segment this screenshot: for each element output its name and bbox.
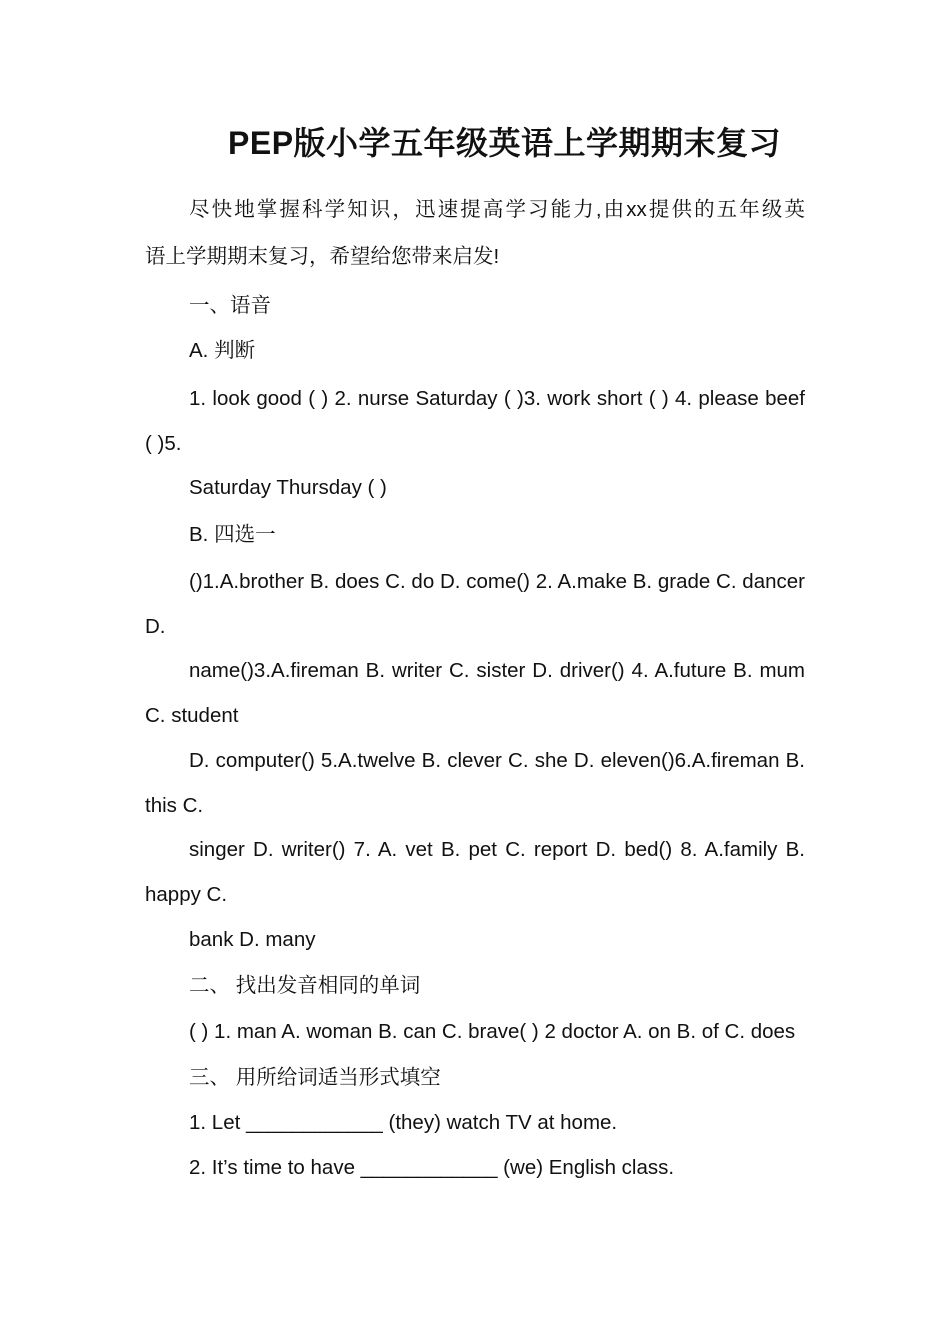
question-line: 2. It’s time to have ____________ (we) English class. xyxy=(189,1156,675,1179)
subsection-heading-choose: B. 四选一 xyxy=(189,523,276,546)
section-heading-fill-blank: 三、 用所给词适当形式填空 xyxy=(189,1066,441,1089)
question-line: ()1.A.brother B. does C. do D. come() 2. A.make B. grade C. dancer xyxy=(189,570,805,593)
question-line: 1. Let ____________ (they) watch TV at home. xyxy=(189,1111,618,1134)
question-line: happy C. xyxy=(145,883,228,906)
question-line: ( )5. xyxy=(145,432,182,455)
document-title: PEP版小学五年级英语上学期期末复习 xyxy=(228,125,782,161)
question-line: D. computer() 5.A.twelve B. clever C. she D. eleven()6.A.fireman B. xyxy=(189,749,805,772)
intro-line-2: 语上学期期末复习，希望给您带来启发! xyxy=(145,245,500,268)
question-line: singer D. writer() 7. A. vet B. pet C. report D. bed() 8. A.family B. xyxy=(189,838,805,861)
intro-line-1: 尽快地掌握科学知识，迅速提高学习能力,由xx提供的五年级英 xyxy=(189,198,805,221)
question-line: name()3.A.fireman B. writer C. sister D. driver() 4. A.future B. mum xyxy=(189,659,805,682)
section-heading-same-sound: 二、 找出发音相同的单词 xyxy=(189,974,421,997)
question-line: bank D. many xyxy=(189,928,316,951)
question-line: 1. look good ( ) 2. nurse Saturday ( )3. work short ( ) 4. please beef xyxy=(189,387,805,410)
question-line: C. student xyxy=(145,704,239,727)
section-heading-phonetics: 一、语音 xyxy=(189,294,271,317)
subsection-heading-judge: A. 判断 xyxy=(189,339,256,362)
question-line: this C. xyxy=(145,794,204,817)
question-line: ( ) 1. man A. woman B. can C. brave( ) 2 doctor A. on B. of C. does xyxy=(189,1020,796,1043)
question-line: D. xyxy=(145,615,166,638)
question-line: Saturday Thursday ( ) xyxy=(189,476,387,499)
